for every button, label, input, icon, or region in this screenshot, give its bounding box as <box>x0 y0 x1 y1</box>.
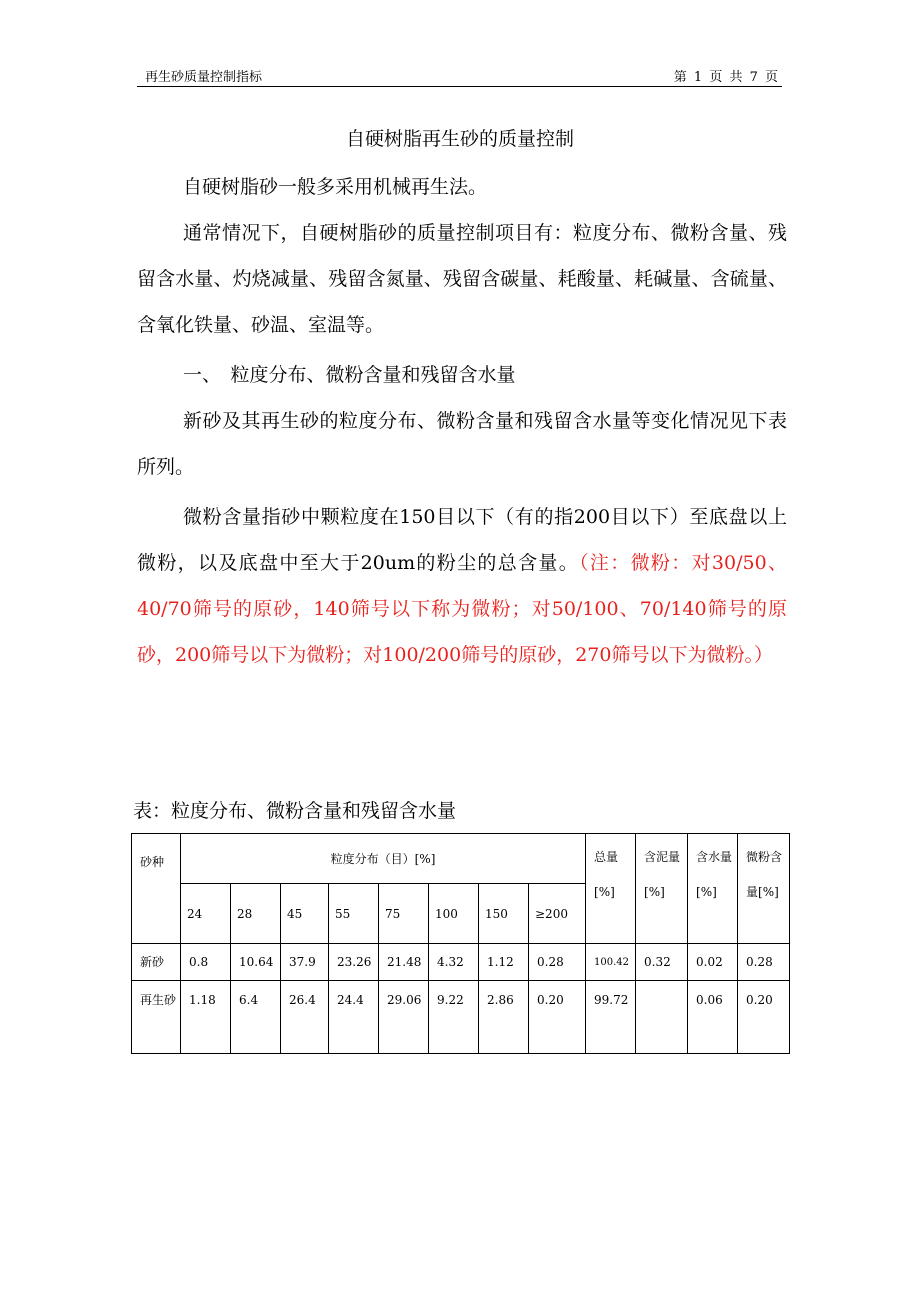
sieve-header: 55 <box>329 884 379 944</box>
header-sand-kind: 砂种 <box>132 834 181 944</box>
header-total: 总量[%] <box>586 834 636 944</box>
header-doc-title: 再生砂质量控制指标 <box>145 70 263 85</box>
sieve-header: ≥200 <box>529 884 586 944</box>
table-cell: 0.8 <box>181 944 231 981</box>
sieve-header: 150 <box>479 884 529 944</box>
table-cell: 0.02 <box>688 944 738 981</box>
sieve-header: 75 <box>379 884 429 944</box>
table-cell: 26.4 <box>281 981 329 1054</box>
table-cell: 23.26 <box>329 944 379 981</box>
table-cell: 37.9 <box>281 944 329 981</box>
table-cell: 0.06 <box>688 981 738 1054</box>
section-heading-1: 一、 粒度分布、微粉含量和残留含水量 <box>183 364 516 386</box>
paragraph-table-intro: 新砂及其再生砂的粒度分布、微粉含量和残留含水量等变化情况见下表所列。 <box>137 410 787 478</box>
table-caption: 表：粒度分布、微粉含量和残留含水量 <box>133 800 457 822</box>
sieve-header: 45 <box>281 884 329 944</box>
table-cell: 100.42 <box>586 944 636 981</box>
table-cell: 10.64 <box>231 944 281 981</box>
table-cell: 1.12 <box>479 944 529 981</box>
table-cell: 0.20 <box>529 981 586 1054</box>
fines-definition-text: 微粉含量指砂中颗粒度在150目以下（有的指200目以下）至底盘以上微粉，以及底盘中至大于20um的粉尘的总含量。 <box>137 506 787 574</box>
sieve-header: 28 <box>231 884 281 944</box>
table-cell: 6.4 <box>231 981 281 1054</box>
table-cell: 0.20 <box>738 981 790 1054</box>
sieve-header: 100 <box>429 884 479 944</box>
table-cell: 0.28 <box>529 944 586 981</box>
table-cell: 0.28 <box>738 944 790 981</box>
row-name: 再生砂 <box>132 981 181 1054</box>
table-cell: 4.32 <box>429 944 479 981</box>
header-page-number: 第 1 页 共 7 页 <box>673 70 778 85</box>
table-cell: 21.48 <box>379 944 429 981</box>
paragraph-fines-definition <box>137 494 787 678</box>
grain-distribution-table <box>131 833 790 1054</box>
table-cell: 99.72 <box>586 981 636 1054</box>
header-moisture: 含水量[%] <box>688 834 738 944</box>
row-name: 新砂 <box>132 944 181 981</box>
table-cell: 2.86 <box>479 981 529 1054</box>
header-clay-content: 含泥量[%] <box>636 834 688 944</box>
document-title: 自硬树脂再生砂的质量控制 <box>345 128 574 150</box>
header-fines-content: 微粉含量[%] <box>738 834 790 944</box>
fines-note: （注：微粉：对30/50、40/70筛号的原砂，140筛号以下称为微粉；对50/100、70/140筛号的原砂，200筛号以下为微粉；对100/200筛号的原砂，270筛号以下为微粉。） <box>137 552 787 666</box>
table-cell <box>636 981 688 1054</box>
table-row <box>132 944 790 981</box>
page-header <box>137 64 782 87</box>
table-cell: 9.22 <box>429 981 479 1054</box>
table-cell: 29.06 <box>379 981 429 1054</box>
table-row <box>132 981 790 1054</box>
header-grain-distribution: 粒度分布（目）[%] <box>181 834 586 884</box>
table-cell: 24.4 <box>329 981 379 1054</box>
sieve-header: 24 <box>181 884 231 944</box>
paragraph-control-items: 通常情况下，自硬树脂砂的质量控制项目有：粒度分布、微粉含量、残留含水量、灼烧减量、残留含氮量、残留含碳量、耗酸量、耗碱量、含硫量、含氧化铁量、砂温、室温等。 <box>137 222 787 336</box>
table-cell: 0.32 <box>636 944 688 981</box>
paragraph-method: 自硬树脂砂一般多采用机械再生法。 <box>183 176 488 198</box>
table-cell: 1.18 <box>181 981 231 1054</box>
